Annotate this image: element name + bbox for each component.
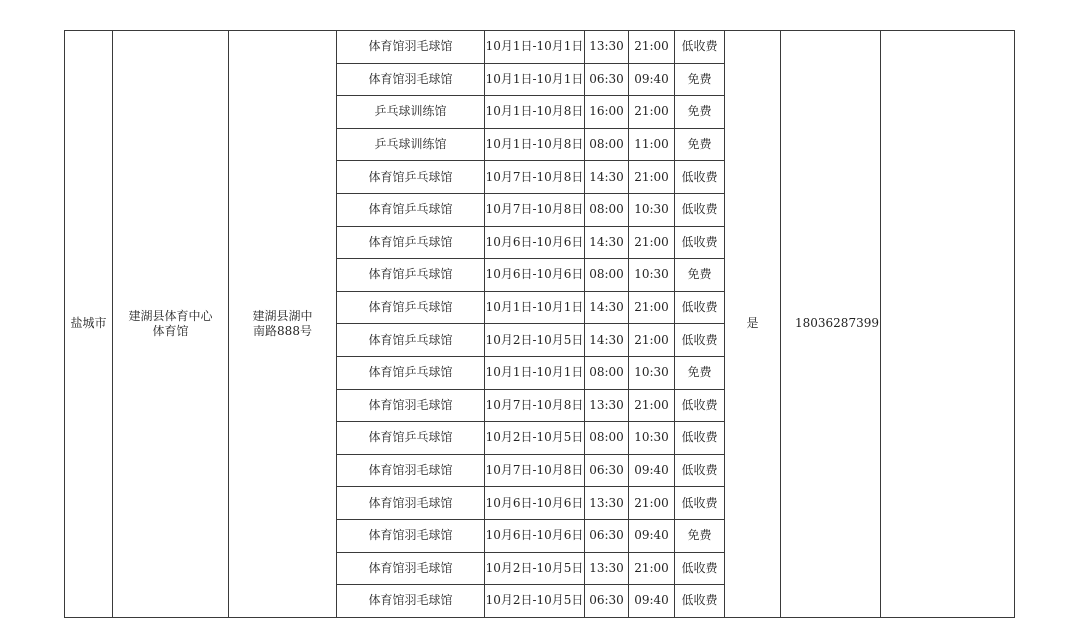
facility-cell: 体育馆乒乓球馆 (337, 291, 485, 324)
fee-type-cell: 免费 (675, 96, 725, 129)
start-time-cell: 08:00 (585, 356, 629, 389)
date-range-cell: 10月6日-10月6日 (485, 519, 585, 552)
fee-type-cell: 低收费 (675, 389, 725, 422)
start-time-cell: 14:30 (585, 161, 629, 194)
venue-name-cell (113, 31, 229, 618)
date-range-cell: 10月2日-10月5日 (485, 324, 585, 357)
end-time-cell: 21:00 (629, 226, 675, 259)
facility-cell: 体育馆乒乓球馆 (337, 259, 485, 292)
start-time-cell: 14:30 (585, 291, 629, 324)
start-time-cell: 06:30 (585, 63, 629, 96)
date-range-cell: 10月1日-10月8日 (485, 96, 585, 129)
facility-cell: 体育馆羽毛球馆 (337, 63, 485, 96)
venue-name-line2: 体育馆 (152, 323, 189, 338)
facility-cell: 体育馆乒乓球馆 (337, 161, 485, 194)
start-time-cell: 13:30 (585, 31, 629, 64)
venue-name-line1: 建湖县体育中心 (128, 308, 213, 323)
end-time-cell: 21:00 (629, 487, 675, 520)
fee-type-cell: 低收费 (675, 291, 725, 324)
facility-cell: 体育馆乒乓球馆 (337, 324, 485, 357)
phone-cell: 18036287399 (781, 31, 881, 618)
facility-cell: 体育馆羽毛球馆 (337, 519, 485, 552)
venue-address-cell (229, 31, 337, 618)
fee-type-cell: 低收费 (675, 324, 725, 357)
date-range-cell: 10月2日-10月5日 (485, 585, 585, 618)
date-range-cell: 10月7日-10月8日 (485, 389, 585, 422)
fee-type-cell: 免费 (675, 128, 725, 161)
date-range-cell: 10月1日-10月1日 (485, 31, 585, 64)
date-range-cell: 10月6日-10月6日 (485, 259, 585, 292)
start-time-cell: 13:30 (585, 487, 629, 520)
end-time-cell: 21:00 (629, 389, 675, 422)
date-range-cell: 10月2日-10月5日 (485, 422, 585, 455)
facility-cell: 乒乓球训练馆 (337, 96, 485, 129)
start-time-cell: 06:30 (585, 519, 629, 552)
date-range-cell: 10月6日-10月6日 (485, 226, 585, 259)
end-time-cell: 21:00 (629, 291, 675, 324)
date-range-cell: 10月1日-10月8日 (485, 128, 585, 161)
start-time-cell: 06:30 (585, 585, 629, 618)
city-cell: 盐城市 (65, 31, 113, 618)
facility-cell: 体育馆羽毛球馆 (337, 31, 485, 64)
fee-type-cell: 低收费 (675, 552, 725, 585)
fee-type-cell: 低收费 (675, 161, 725, 194)
start-time-cell: 16:00 (585, 96, 629, 129)
facility-cell: 体育馆乒乓球馆 (337, 356, 485, 389)
start-time-cell: 13:30 (585, 552, 629, 585)
fee-type-cell: 低收费 (675, 226, 725, 259)
venue-address-line2: 南路888号 (253, 323, 312, 338)
schedule-body (65, 31, 1015, 618)
start-time-cell: 06:30 (585, 454, 629, 487)
remarks-cell (881, 31, 1015, 618)
fee-type-cell: 低收费 (675, 585, 725, 618)
end-time-cell: 21:00 (629, 96, 675, 129)
fee-type-cell: 低收费 (675, 193, 725, 226)
end-time-cell: 10:30 (629, 259, 675, 292)
end-time-cell: 11:00 (629, 128, 675, 161)
date-range-cell: 10月6日-10月6日 (485, 487, 585, 520)
date-range-cell: 10月7日-10月8日 (485, 193, 585, 226)
start-time-cell: 08:00 (585, 259, 629, 292)
end-time-cell: 10:30 (629, 193, 675, 226)
facility-cell: 乒乓球训练馆 (337, 128, 485, 161)
end-time-cell: 09:40 (629, 585, 675, 618)
fee-type-cell: 低收费 (675, 31, 725, 64)
end-time-cell: 10:30 (629, 356, 675, 389)
end-time-cell: 21:00 (629, 161, 675, 194)
facility-cell: 体育馆羽毛球馆 (337, 389, 485, 422)
fee-type-cell: 低收费 (675, 487, 725, 520)
start-time-cell: 08:00 (585, 128, 629, 161)
facility-cell: 体育馆乒乓球馆 (337, 422, 485, 455)
open-flag-cell: 是 (725, 31, 781, 618)
start-time-cell: 14:30 (585, 226, 629, 259)
start-time-cell: 13:30 (585, 389, 629, 422)
fee-type-cell: 免费 (675, 519, 725, 552)
date-range-cell: 10月1日-10月1日 (485, 63, 585, 96)
date-range-cell: 10月7日-10月8日 (485, 454, 585, 487)
date-range-cell: 10月7日-10月8日 (485, 161, 585, 194)
facility-cell: 体育馆羽毛球馆 (337, 552, 485, 585)
end-time-cell: 09:40 (629, 519, 675, 552)
fee-type-cell: 低收费 (675, 422, 725, 455)
facility-cell: 体育馆乒乓球馆 (337, 226, 485, 259)
end-time-cell: 10:30 (629, 422, 675, 455)
venue-schedule-table (64, 30, 1015, 618)
date-range-cell: 10月1日-10月1日 (485, 356, 585, 389)
facility-cell: 体育馆羽毛球馆 (337, 487, 485, 520)
table-row (65, 31, 1015, 64)
venue-address-line1: 建湖县湖中 (252, 308, 313, 323)
facility-cell: 体育馆羽毛球馆 (337, 454, 485, 487)
start-time-cell: 08:00 (585, 422, 629, 455)
fee-type-cell: 免费 (675, 259, 725, 292)
fee-type-cell: 低收费 (675, 454, 725, 487)
end-time-cell: 09:40 (629, 63, 675, 96)
end-time-cell: 21:00 (629, 552, 675, 585)
fee-type-cell: 免费 (675, 356, 725, 389)
facility-cell: 体育馆羽毛球馆 (337, 585, 485, 618)
end-time-cell: 09:40 (629, 454, 675, 487)
start-time-cell: 14:30 (585, 324, 629, 357)
date-range-cell: 10月1日-10月1日 (485, 291, 585, 324)
date-range-cell: 10月2日-10月5日 (485, 552, 585, 585)
fee-type-cell: 免费 (675, 63, 725, 96)
end-time-cell: 21:00 (629, 31, 675, 64)
end-time-cell: 21:00 (629, 324, 675, 357)
start-time-cell: 08:00 (585, 193, 629, 226)
facility-cell: 体育馆乒乓球馆 (337, 193, 485, 226)
